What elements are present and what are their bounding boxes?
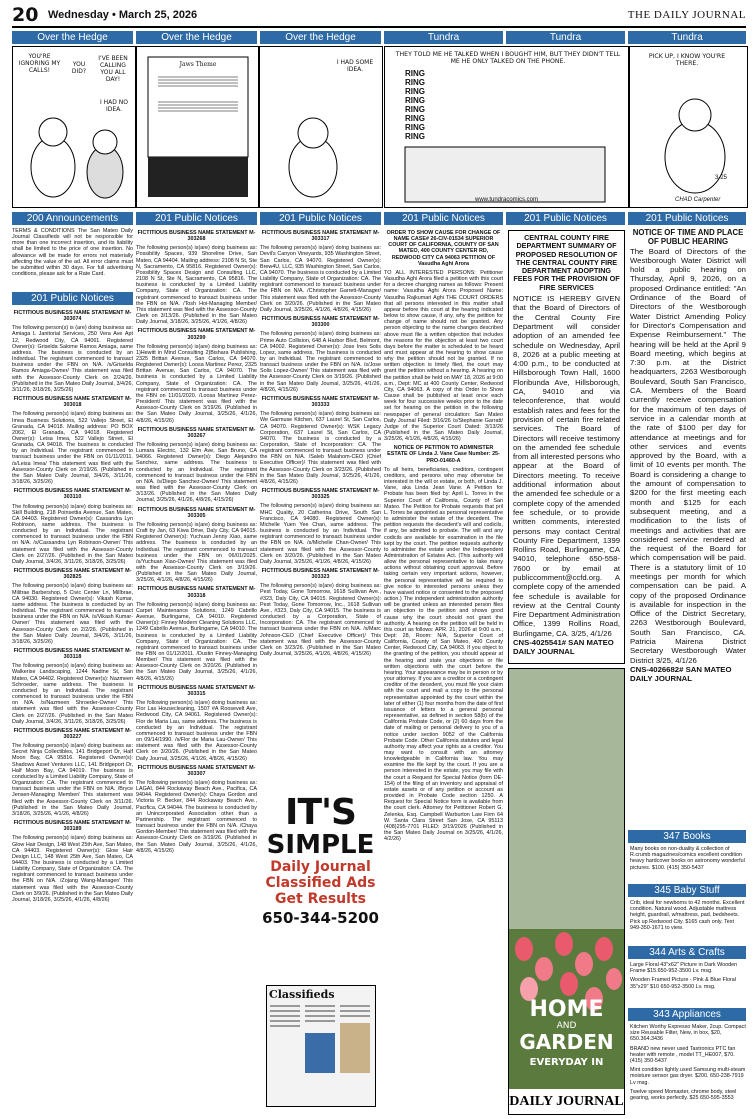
- notice-item: FICTITIOUS BUSINESS NAME STATEMENT M-303307 The following person(s) is(are) doing business as: LAGAI, 844 Rockaway Beach Ave., Pacifica, CA 94044. Registered Owner(s): Chaya Gordon and Victoria P. Becker, 844 Rockaway Beach Ave., Pacifica, CA 94044. The business is conducted by an Unincorporated Association other than a Partnership. The registrant commenced to transact business under the FBN on N/A. /Chaya Gordon-Member/ This statement was filed with the Assessor-County Clerk on 3/19/26. (Published in the San Mateo Daily Journal, 3/25/26, 4/1/26, 4/8/26, 4/15/26): [136, 764, 257, 854]
- appliance-ad-4: Twelve speed Momaster, chrome body, steel gearing, works perfectly. $25 650-595-3553: [630, 1088, 737, 1102]
- garden-and: AND: [556, 1021, 577, 1031]
- baby-ad: Crib, ideal for newborns to 42 months. Excellent condition. Natural wood. Adjustable mattress height, guardrail, w/mattress, pad, bedsheets. Pick up Redwood City. $165 cash only. Text 949-350-1671 to view.: [630, 900, 745, 931]
- notice-item: FICTITIOUS BUSINESS NAME STATEMENT M-302825 The following person(s) is(are) doing business as: Militrae Barbershop, 5 Civic Center Ln, Millbrae, CA 94030. Registered Owner(s): Vikash Kumar, same address. The business is conducted by an Individual. The registrant commenced to transact business under the FBN on N/A. /s/Vikash Kumar-Owner/ This statement was filed with the Assessor-County Clerk on 2/2/26. (Published in the San Mateo Daily Journal, 3/4/26, 3/11/26, 3/18/26, 3/25/26): [12, 568, 133, 645]
- hedge-bubble-5: I HAD SOME IDEA.: [336, 59, 374, 73]
- fire-notice-footer: CNS-4025541# SAN MATEO DAILY JOURNAL: [513, 638, 614, 657]
- ad-phone: 650-344-5200: [262, 909, 379, 927]
- section-arts-crafts: 344 Arts & Crafts: [628, 946, 746, 959]
- hedge-bubble-3: I'VE BEEN CALLING YOU ALL DAY!: [98, 55, 128, 83]
- over-the-hedge-strip: [12, 46, 383, 208]
- ad-line-3: Daily Journal: [270, 859, 371, 875]
- tundra-website: www.tundracomics.com: [475, 197, 539, 203]
- appliances-ads: [630, 1024, 746, 1114]
- notice-item: FICTITIOUS BUSINESS NAME STATEMENT M-303268 The following person(s) is(are) doing business as: Possibility Spaces, 939 Shoreline Drive, San Mateo, CA 94404. Mailing address: 2108 N St, Ste N, Sacramento, CA 95816. Registered Owner(s): Possibility Spaces Design and Consulting LLC, 2108 N St, Ste N, Sacramento, CA 95816. The business is conducted by a Limited Liability Company, State of Organization: CA. The registrant commenced to transact business under the FBN on N/A. /Tosh Hoi-Managing Member/ This statement was filed with the Assessor-County Clerk on 3/13/26. (Published in the San Mateo Daily Journal, 3/18/26, 3/25/26, 4/1/26, 4/8/26): [136, 230, 257, 326]
- water-notice-body: The Board of Directors of the Westborough Water District will hold a public hearing on Thursday, April 9, 2026, on a proposed Ordinance entitled: "An Ordinance of the Board of Directors of the Westborough Water District Amending Policy for Director's Compensation and Expense Reimbursement." The hearing will be held at the April 9 Board meeting, which begins at 7:30 p.m. at the District headquarters, 2263 Westborough Boulevard, South San Francisco, CA. Members of the Board currently receive compensation for the maximum of ten days of service in a calendar month at the rate of $100 per day for attendance at meetings and for other services and events approved by the Board, with a limit of 10 events per month. The Board is considering a change to the amount of compensation to $200 for the first meeting each month and $125 for each subsequent meeting, and a modification to the lists of meetings and activities that are considered service rendered at the request of the Board for which compensation will be paid. There is a statutory limit of 10 meetings per month for which compensation can be paid. A copy of the proposed Ordinance is available for inspection in the Office of the District Secretary, 2263 Westborough Boulevard, South San Francisco, CA. Patricia Mairena District Secretary Westborough Water District 3/25, 4/1/26: [630, 246, 746, 665]
- notice-item: FICTITIOUS BUSINESS NAME STATEMENT M-303300 The following person(s) is(are) doing business as: Prime Auto Collision, 648 A Harbor Blvd, Belmont, CA 94002. Registered Owner(s): Jose Ines Solis Lopez, same address. The business is conducted by an Individual. The registrant commenced to transact business under the FBN on N/A. /s/Jose Solis Lopez-Owner/ This statement was filed with the Assessor-County Clerk on 3/19/26. (Published in the San Mateo Daily Journal, 3/25/26, 4/1/26, 4/8/26, 4/15/26): [260, 316, 381, 393]
- notice-item: FICTITIOUS BUSINESS NAME STATEMENT M-303299 The following person(s) is(are) doing business as: 1)Hewitt in Mind Consulting 2)Bishara Publishing, 2325 Brittan Avenue, San Carlos, CA 94070. Registered Owner(s): Loosa Martinez Perez, 2325 Brittan Avenue, San Carlos, CA 94070. The business is conducted by a Limited Liability Company, State of Organization: CA. The registrant commenced to transact business under the FBN on 11/01/2020. /Loosa Martinez Perez-President/ This statement was filed with the Assessor-County Clerk on 3/19/26. (Published in the San Mateo Daily Journal, 3/25/26, 4/1/26, 4/8/26, 4/15/26): [136, 328, 257, 424]
- section-appliances: 343 Appliances: [628, 1008, 746, 1021]
- notice-item: FICTITIOUS BUSINESS NAME STATEMENT M-303118 The following person(s) is(are) doing business as: Walkerise Landscaping, 1244 Nadine St, San Mateo, CA 94402. Registered Owner(s): Nazmeen Schroeder, same address. The business is conducted by an Individual. The registrant commenced to transact business under the FBN on N/A. /s/Nazmeen Shroeder-Owner/ This statement was filed with the Assessor-County Clerk on 2/27/26. (Published in the San Mateo Daily Journal, 3/4/26, 3/11/26, 3/18/26, 3/25/26): [12, 647, 133, 725]
- notice-item: FICTITIOUS BUSINESS NAME STATEMENT M-303318 The following person(s) is(are) doing business as: Carpet Maintenance Solutions, 1249 Cabrillo Avenue, Burlingame, CA 94010. Registered Owner(s): Finney Modern Cleaning Solutions LLC, 1249 Cabrillo Avenue, Burlingame, CA 94010. The business is conducted by a Limited Liability Company, State of Organization: CA. The registrant commenced to transact business under the FBN on 01/12/2011. /Dustin Finney-Managing Member/ This statement was filed with the Assessor-County Clerk on 3/20/26. (Published in the San Mateo Daily Journal, 3/25/26, 4/1/26, 4/8/26, 4/15/26): [136, 586, 257, 682]
- arts-ad-2: Wooden Framed Picture - Pink & Blue Floral 35"x29" $10 650-952-3500 Lv. msg.: [630, 977, 736, 990]
- section-public-notices-3: 201 Public Notices: [260, 212, 381, 225]
- notice-item: FICTITIOUS BUSINESS NAME STATEMENT M-303018 The following person(s) is(are) doing business as: Imea Business Solutions, 522 Vallejo Street, El Granada, CA 94018. Mailing address: PO BOX 2062, El Granada, CA 94018. Registered Owner(s): Leisa Imea, 522 Vallejo Street, El Granada, CA 94018. The business is conducted by an Individual. The registrant commenced to transact business under the FBN on 01/11/2011. /s/Leisa Imea/ This statement was filed with the Assessor-County Clerk on 2/19/26. (Published in the San Mateo Daily Journal, 3/4/26, 3/11/26, 3/18/26, 3/25/26): [12, 396, 133, 486]
- tundra-date: 3-25: [715, 175, 728, 181]
- section-public-notices-1: 201 Public Notices: [12, 292, 133, 305]
- tundra-strip: [384, 46, 748, 208]
- hedge-bubble-2: YOU DID?: [71, 61, 87, 75]
- appliance-ad-3: Mint condition lightly used Samsung multi-steam moisture sensor gas dryer. $200. 650-238-7919 Lv msg.: [630, 1067, 746, 1086]
- classifieds-promo-ad: [262, 792, 379, 1113]
- section-books: 347 Books: [628, 830, 746, 843]
- notice-item: FICTITIOUS BUSINESS NAME STATEMENT M-303227 The following person(s) is(are) doing business as: Secret Ninja Collectibles, 141 Bridgeport Dr, Half Moon Bay, CA 95816. Registered Owner(s): Shadows Asset Ventures LLC, 141 Bridgeport Dr, Half Moon Bay, CA 94019. The business is conducted by a Limited Liability Company, State of Organization: CA. The registrant commenced to transact business under the FBN on N/A. /Bryce Jensen-Managing Member/ This statement was filed with the Assessor-County Clerk on 3/11/26. (Published in the San Mateo Daily Journal, 3/18/26, 3/25/26, 4/1/26, 4/8/26): [12, 727, 133, 817]
- water-notice-heading: NOTICE OF TIME AND PLACE OF PUBLIC HEARING: [632, 228, 744, 247]
- garden-logo: DAILY JOURNAL: [509, 1094, 624, 1109]
- probate-heading: NOTICE OF PETITION TO ADMINISTER ESTATE OF Linda J. Vane Case Number: 25-PRO-01460-A: [387, 445, 500, 464]
- garden-line-3: EVERYDAY IN: [529, 1057, 604, 1068]
- notice-item: FICTITIOUS BUSINESS NAME STATEMENT M-303305 The following person(s) is(are) doing business as: Craft by Jan, 63 Kiwa Drive, Daly City, CA 94015. Registered Owner(s): Yuchuan Jenny Xiao, same address. The business is conducted by an Individual. The registrant commenced to transact business under the FBN on 06/01/2025. /s/Yuchuan Xiao-Owner/ This statement was filed with the Assessor-County Clerk on 3/19/26. (Published in the San Mateo Daily Journal, 3/25/26, 4/1/26, 4/8/26, 4/15/26): [136, 506, 257, 584]
- water-notice-footer: CNS-4026682# SAN MATEO DAILY JOURNAL: [630, 664, 732, 684]
- probate-body: To all heirs, beneficiaries, creditors, contingent creditors, and persons who may otherwise be interested in the will or estate, or both, of Linda J. Vane, aka Linda Jean Vane. A Petition for Probate has been filed by: April L. Torres in the Superior Court of California, County of San Mateo. The Petition for Probate requests that pril L. Torres be appointed as personal representative to administer the estate of the decedent. The petition requests the decedent's will and codicils, if any, be admitted to probate. The will and any codicils are available for examination in the file kept by the court. The petition requests authority to administer the estate under the Independent Administration of Estates Act. (This authority will allow the personal representative to take many actions without obtaining court approval. Before taking certain very important actions, however, the personal representative will be required to give notice to interested persons unless they have waived notice or consented to the proposed action.) The independent administration authority will be granted unless an interested person files an objection to the petition and shows good cause why the court should not grant the authority. A hearing on the petition will be held in this court as follows: APR. 21, 2026 at 9:00 a.m., Dept: 28, Room: N/A, Superior Court of California, County of San Mateo, 400 County Center, Redwood City, CA 94063. If you object to the granting of the petition, you should appear at the hearing and state your objections or file written objections with the court before the hearing. Your appearance may be in person or by your attorney. If you are a creditor or a contingent creditor of the decedent, you must file your claim with the court and mail a copy to the personal representative appointed by the court within the later of either (1) four months from the date of first issuance of letters to a general personal representative, as defined in section 58(b) of the California Probate Code, or (2) 60 days from the date of mailing or personal delivery to you of a notice under section 9052 of the California Probate Code. Other California statutes and legal authority may affect your rights as a creditor. You may want to consult with an attorney knowledgeable in California law. You may examine the file kept by the court. If you are a person interested in the estate, you may file with the court a Request for Special Notice (form DE-154) of the filing of an inventory and appraisal of estate assets or of any petition or account as provided in Probate Code section 1250. A Request for Special Notice form is available from the court clerk. Attorney for Petitioner Robert G. Zelenka, Esq. Campbell Warburton Law Firm 64 W. Santa Clara Street San Jose, CA 95113 (408)295-7701 FILED: 3/19/2026 (Published in the San Mateo Daily Journal on 3/25/26, 4/1/26, 4/2/26): [384, 466, 503, 843]
- section-public-notices-6: 201 Public Notices: [628, 212, 746, 225]
- notice-item: FICTITIOUS BUSINESS NAME STATEMENT M-303325 The following person(s) is(are) doing business as: MHC Quality, 20 Catherina Drive, South San Francisco, CA 94080. Registered Owner(s): Michelle Yuen Yee Chan, same address. The business is conducted by an Individual. The registrant commenced to transact business under the FBN on N/A. /s/Michelle Chan-Owner/ This statement was filed with the Assessor-County Clerk on 3/20/26. (Published in the San Mateo Daily Journal, 3/25/26, 4/1/26, 4/8/26, 4/15/26): [260, 488, 381, 565]
- home-garden-ad: [508, 668, 625, 1115]
- notice-item: FICTITIOUS BUSINESS NAME STATEMENT M-303323 The following person(s) is(are) doing business as: Pest Today, Gone Tomorrow, 1618 Sullivan Ave., #323, Daly City, CA 94015. Registered Owner(s): Pest Today, Gone Tomorrow, Inc., 1618 Sullivan Ave., #323, Daly City, CA 94015. The business is conducted by a Corporation, State of Incorporation: CA. The registrant commenced to transact business under the FBN on N/A. /s/Marc Johnson-CEO (Chief Executive Officer)/ This statement was filed with the Assessor-County Clerk on 3/23/26. (Published in the San Mateo Daily Journal, 3/25/26, 4/1/26, 4/8/26, 4/15/26): [260, 567, 381, 657]
- notice-item: FICTITIOUS BUSINESS NAME STATEMENT M-303333 The following person(s) is(are) doing business as: We Garmuse Kitchen, 637 Laurel St, San Carlos, CA 94070. Registered Owner(s): WSK Legacy Corporation, 637 Laurel St, San Carlos, CA 94070. The business is conducted by a Corporation, State of Incorporation: CA. The registrant commenced to transact business under the FBN on N/A. /Saleb Malahom-CEO (Chief Executive Officer)/ This statement was filed with the Assessor-County Clerk on 3/23/26. (Published in the San Mateo Daily Journal, 3/25/26, 4/1/26, 4/8/26, 4/15/26): [260, 395, 381, 485]
- appliance-ad-2: BRAND new never used Tastronics PTC fan heater with remote , model TT_HE007, $70. (415) 350-5437: [630, 1045, 736, 1065]
- osc-body: TO ALL INTERESTED PERSONS: Petitioner Vasudha Aghi Arora filed a petition with this court for a decree changing names as follows: Present name: Vasudha Aghi Arora Proposed Name: Vasudha Rajkumari Aghi THE COURT ORDERS that all persons interested in this matter shall appear before this court at the hearing indicated below to show cause, if any, why the petition for change of name should not be granted. Any person objecting to the name changes described above must file a written objection that includes the reasons for the objection at least two court days before the matter is scheduled to be heard and must appear at the hearing to show cause why the petition should not be granted. If no written objection is timely filed, the court may grant the petition without a hearing. A hearing on the petition shall be held on MAY 18, 2026 at 9:00 a.m., Dept: MC at 400 County Center, Redwood City, CA 94063. A copy of this Order to Show Cause shall be published at least once each week for four successive weeks prior to the date set for hearing on the petition in the following newspaper of general circulation: San Mateo Daily Journal Filed: 3/16/26 /s/Stephanie Garratt/ Judge of the Superior Court Dated: 3/13/26 (Published in the San Mateo Daily Journal, 3/25/26, 4/1/26, 4/8/26, 4/15/26): [384, 269, 503, 443]
- column-4-notices: [384, 228, 503, 1112]
- appliance-ad-1: Kitchen Worthy Expresso Maker, 2cup. Compact size Reusable Filter, New, in box, $20, 650.364.3436: [630, 1024, 746, 1043]
- tundra-bubble: THEY TOLD ME HE TALKED WHEN I BOUGHT HIM, BUT THEY DIDN'T TELL ME HE ONLY TALKED ON THE PHONE.: [395, 51, 621, 65]
- tundra-bubble-2: PICK UP, I KNOW YOU'RE THERE.: [648, 53, 726, 67]
- section-baby-stuff: 345 Baby Stuff: [628, 884, 746, 897]
- tundra-signature: CHAD Carpenter: [675, 197, 721, 203]
- ad-headline-1: IT'S: [285, 792, 356, 833]
- comic-title-6: Tundra: [628, 31, 746, 44]
- fire-notice-heading: CENTRAL COUNTY FIRE DEPARTMENT SUMMARY OF PROPOSED RESOLUTION OF THE CENTRAL COUNTY FIRE DEPARTMENT ADOPTING FEES FOR THE PROVISION OF FIRE SERVICES: [513, 233, 620, 292]
- masthead: THE DAILY JOURNAL: [627, 9, 746, 21]
- section-public-notices-4: 201 Public Notices: [384, 212, 503, 225]
- garden-line-1: HOME: [529, 997, 604, 1022]
- notice-item: FICTITIOUS BUSINESS NAME STATEMENT M-303267 The following person(s) is(are) doing business as: Lumara Electric, 132 Elm Ave, San Bruno, CA 94066. Registered Owner(s): Diego Alejandro Sanchez, same address. The business is conducted by an Individual. The registrant commenced to transact business under the FBN on N/A. /s/Diego Sanchez-Owner/ This statement was filed with the Assessor-County Clerk on 3/13/26. (Published in the San Mateo Daily Journal, 3/25/26, 4/1/26, 4/8/26, 4/15/26): [136, 426, 257, 504]
- arts-ad-1: Large Floral 43"x62" Picture in Dark Wooden Frame $15.650-952-3500 Lv. msg.: [630, 962, 738, 975]
- books-ad: Many books on non-duality & collection of R.crumb magazines/comics excellent condition heavy hardcover books on astronomy wonderful pictures. $100. (415) 350-5437: [630, 846, 745, 871]
- column-3-notices: [260, 228, 381, 788]
- music-sheet-title: Jaws Theme: [179, 61, 217, 68]
- notice-item: FICTITIOUS BUSINESS NAME STATEMENT M-303110 The following person(s) is(are) doing business as: Skill Building, 218 Poinsettia Avenue, San Mateo, CA 94403. Registered Owner(s): Cassandra Lyn Robinson, same address. The business is conducted by an Individual. The registrant commenced to transact business under the FBN on N/A. /s/Cassandra Lyn Robinson-Owner/ This statement was filed with the Assessor-County Clerk on 2/27/26. (Published in the San Mateo Daily Journal, 3/4/26, 3/11/26, 3/18/26, 3/25/26): [12, 488, 133, 565]
- arts-ads: [630, 962, 746, 990]
- comic-title-2: Over the Hedge: [136, 31, 257, 44]
- notice-item: FICTITIOUS BUSINESS NAME STATEMENT M-303189 The following person(s) is(are) doing business as: Glow Hair Design, 148 West 25th Ave, San Mateo, CA 94403. Registered Owner(s): Glow Hair Design LLC, 148 West 25th Ave, San Mateo, CA 94403. The business is conducted by a Limited Liability Company, State of Organization: CA. The registrant commenced to transact business under the FBN on N/A. /Zojang Wang-Manager/ This statement was filed with the Assessor-County Clerk on 3/9/26. (Published in the San Mateo Daily Journal, 3/18/26, 3/25/26, 4/1/26, 4/8/26): [12, 820, 133, 903]
- thumbnail-columns: [267, 1003, 373, 1101]
- notice-item: FICTITIOUS BUSINESS NAME STATEMENT M-303074 The following person(s) is (are) doing business as: Amiaga L Janitorial Services, 250 Vera Ave Apt 12, Redwood City, CA 94061. Registered Owner(s): Griselda Salome Ramos Amiaga, same address. The business is conducted by an Individual. The registrant commenced to transact business under the FBN on N/A. /s/Griselda Ramos Amiaga-Owner/ This statement was filed with the Assessor-County Clerk on 2/24/26. (Published in the San Mateo Daily Journal, 3/4/26, 3/11/26, 3/18/26, 3/25/26): [12, 310, 133, 393]
- fire-notice-body: NOTICE IS HEREBY GIVEN that the Board of Directors of the Central County Fire Department will consider adoption of an amended fee schedule on Wednesday, April 8, 2026 at a public meeting at 4:00 p.m., to be conducted at Hillsborough Town Hall, 1600 Floribunda Ave, Hillsborough, CA, 94010 and via teleconference, that would establish rates and fees for the provision of certain fire related services. The Board of Directors will receive testimony on the amended fee schedule from all interested persons who appear at the Board of Directors meeting. To receive additional information about the amended fee schedule or a complete copy of the amended fee schedule, or to provide written comments, interested persons may contact Central County Fire Department, 1399 Rollins Road, Burlingame, CA 94010, telephone 650-558-7600 or by email at publiccomment@ccfd.org. A complete copy of the amended fee schedule is available for review at the Central County Fire Department Administration Office, 1399 Rollins Road, Burlingame, CA. 3/25, 4/1/26: [513, 294, 620, 638]
- water-district-notice: [630, 228, 746, 808]
- section-public-notices-5: 201 Public Notices: [506, 212, 625, 225]
- comic-title-5: Tundra: [506, 31, 625, 44]
- fire-dept-notice: [508, 230, 625, 664]
- hedge-bubble-1: YOU'RE IGNORING MY CALLS!: [18, 53, 61, 74]
- comic-title-4: Tundra: [384, 31, 503, 44]
- column-2-notices: [136, 228, 257, 1112]
- ad-headline-2: SIMPLE: [266, 830, 375, 860]
- ring-text: RING RING RING RING RING RING RING RING: [405, 69, 425, 141]
- comic-title-3: Over the Hedge: [260, 31, 381, 44]
- classifieds-page-thumbnail: Classifieds: [266, 985, 376, 1107]
- osc-heading: ORDER TO SHOW CAUSE FOR CHANGE OF NAME CASE# 26-CIV-01534 SUPERIOR COURT OF CALIFORNIA, COUNTY OF SAN MATEO, 400 COUNTY CENTER RD, REDWOOD CITY CA 94063 PETITION OF Vasudha Aghi Arora: [386, 230, 501, 267]
- issue-date: Wednesday • March 25, 2026: [48, 9, 198, 21]
- column-1-notices: [12, 308, 133, 1112]
- section-announcements: 200 Announcements: [12, 212, 133, 225]
- page-header: [12, 4, 746, 28]
- notice-item: FICTITIOUS BUSINESS NAME STATEMENT M-303317 The following person(s) is(are) doing business as: Devil's Canyon Vineyards, 935 Washington Street, San Carlos, CA 94070. Registered Owner(s): Brew4U, LLC, 935 Washington Street, San Carlos, CA 94070. The business is conducted by a Limited Liability Company, State of Organization: CA. The registrant commenced to transact business under the FBN on N/A. /Christopher Garrett-Manager/ This statement was filed with the Assessor-County Clerk on 3/20/26. (Published in the San Mateo Daily Journal, 3/25/26, 4/1/26, 4/8/26, 4/15/26): [260, 230, 381, 313]
- notice-item: FICTITIOUS BUSINESS NAME STATEMENT M-303315 The following person(s) is(are) doing business as: Flor Las Housecleaning, 1507 #A Roosevelt Ave, Redwood City, CA 94061. Registered Owner(s): Flor de Maria Lau, same address. The business is conducted by an Individual. The registrant commenced to transact business under the FBN on 09/14/1990. /s/Flor de Maria Lau-Owner/ This statement was filed with the Assessor-County Clerk on 3/20/26. (Published in the San Mateo Daily Journal, 3/25/26, 4/1/26, 4/8/26, 4/15/26): [136, 684, 257, 762]
- garden-line-2: GARDEN: [519, 1030, 614, 1054]
- ad-line-5: Get Results: [275, 891, 366, 907]
- page-number: 20: [12, 4, 39, 26]
- comic-title-1: Over the Hedge: [12, 31, 133, 44]
- terms-conditions: TERMS & CONDITIONS The San Mateo Daily Journal Classifieds will not be responsible for more than one incorrect insertion, and its liability shall be limited to the price of one insertion. No allowance will be made for errors not materially affecting the value of the ad. All error claims must be submitted within 30 days. For full advertising conditions, please ask for a Rate Card.: [12, 228, 133, 278]
- section-public-notices-2: 201 Public Notices: [136, 212, 257, 225]
- hedge-bubble-4: I HAD NO IDEA.: [99, 99, 129, 113]
- ad-line-4: Classified Ads: [265, 875, 376, 891]
